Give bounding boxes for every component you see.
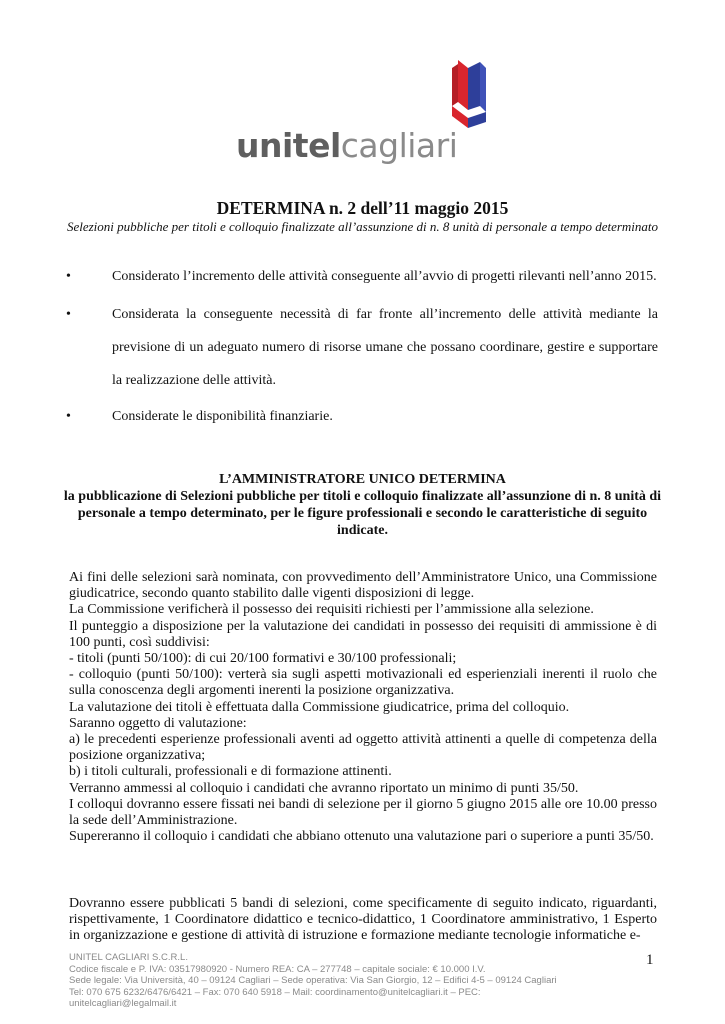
paragraph: a) le precedenti esperienze professionali aventi ad oggetto attività attinenti a quelle di competenza della posizione organizzativa; bbox=[69, 732, 657, 764]
paragraph: La valutazione dei titoli è effettuata dalla Commissione giudicatrice, prima del colloquio. bbox=[69, 699, 570, 715]
list-item bbox=[66, 298, 658, 397]
paragraph: Saranno oggetto di valutazione: bbox=[69, 715, 247, 731]
paragraph: Ai fini delle selezioni sarà nominata, con provvedimento dell’Amministratore Unico, una Commissione giudicatrice, secondo quanto stabilito dalle vigenti disposizioni di legge. bbox=[69, 570, 657, 602]
determina-block bbox=[60, 471, 665, 539]
paragraph: Verranno ammessi al colloquio i candidati che avranno riportato un minimo di punti 35/50. bbox=[69, 780, 579, 796]
list-item-text: Considerate le disponibilità finanziarie. bbox=[112, 409, 333, 424]
document-title: DETERMINA n. 2 dell’11 maggio 2015 bbox=[216, 198, 509, 218]
determina-text: la pubblicazione di Selezioni pubbliche per titoli e colloquio finalizzate all’assunzione di n. 8 unità di personale a tempo determinato, per le figure professionali e secondo le caratteristiche di seguito indicate. bbox=[63, 489, 662, 538]
page-footer bbox=[69, 952, 589, 1010]
footer-fiscal: Codice fiscale e P. IVA: 03517980920 - Numero REA: CA – 277748 – capitale sociale: € 10.000 I.V. bbox=[69, 963, 486, 975]
page-number: 1 bbox=[646, 952, 654, 968]
bullet-icon: • bbox=[66, 307, 71, 322]
paragraph: - colloquio (punti 50/100): verterà sia sugli aspetti motivazionali ed esperienziali inerenti il ruolo che sulla conoscenza degli argomenti inerenti la posizione organizzativa. bbox=[69, 667, 657, 699]
bullet-icon: • bbox=[66, 269, 71, 284]
paragraph: I colloqui dovranno essere fissati nei bandi di selezione per il giorno 5 giugno 2015 alle ore 10.00 presso la sede dell’Amministrazione. bbox=[69, 796, 657, 829]
paragraph: b) i titoli culturali, professionali e di formazione attinenti. bbox=[69, 764, 392, 780]
footer-address: Sede legale: Via Università, 40 – 09124 Cagliari – Sede operativa: Via San Giorgio, 12 – Edifici 4-5 – 09124 Cagliari bbox=[69, 975, 557, 987]
premises-list bbox=[66, 260, 658, 433]
logo-text-light: cagliari bbox=[340, 126, 458, 165]
unitel-cagliari-logo bbox=[236, 58, 486, 168]
list-item bbox=[66, 400, 658, 433]
determina-heading: L’AMMINISTRATORE UNICO DETERMINA bbox=[219, 472, 506, 487]
footer-company: UNITEL CAGLIARI S.C.R.L. bbox=[69, 952, 188, 963]
list-item-text: Considerato l’incremento delle attività conseguente all’avvio di progetti rilevanti nell’anno 2015. bbox=[112, 269, 657, 284]
paragraph: Supereranno il colloquio i candidati che abbiano ottenuto una valutazione pari o superiore a punti 35/50. bbox=[69, 829, 654, 845]
document-subtitle: Selezioni pubbliche per titoli e colloquio finalizzate all’assunzione di n. 8 unità di personale a tempo determinato bbox=[66, 219, 659, 234]
paragraph: - titoli (punti 50/100): di cui 20/100 formativi e 30/100 professionali; bbox=[69, 651, 457, 667]
footer-contacts: Tel: 070 675 6232/6476/6421 – Fax: 070 640 5918 – Mail: coordinamento@unitelcagliari.it – PEC: unitelcagliari@legalmail.it bbox=[69, 986, 481, 1010]
logo-text-bold: unitel bbox=[236, 126, 341, 165]
list-item-text: Considerata la conseguente necessità di far fronte all’incremento delle attività mediante la previsione di un adeguato numero di risorse umane che possano coordinare, gestire e supportare la realizzazione delle attività. bbox=[112, 307, 658, 388]
selection-details bbox=[69, 570, 657, 845]
paragraph: La Commissione verificherà il possesso dei requisiti richiesti per l’ammissione alla selezione. bbox=[69, 602, 594, 618]
logo-wordmark bbox=[236, 126, 457, 165]
paragraph: Il punteggio a disposizione per la valutazione dei candidati in possesso dei requisiti di ammissione è di 100 punti, così suddivisi: bbox=[69, 618, 657, 650]
bandi-paragraph: Dovranno essere pubblicati 5 bandi di selezioni, come specificamente di seguito indicato, riguardanti, rispettivamente, 1 Coordinatore didattico e tecnico-didattico, 1 Coordinatore amministrativo, 1 Esperto in organizzazione e gestione di attività di istruzione e formazione mediante tecnologie informatiche e- bbox=[69, 896, 657, 944]
list-item bbox=[66, 260, 658, 293]
bullet-icon: • bbox=[66, 409, 71, 424]
